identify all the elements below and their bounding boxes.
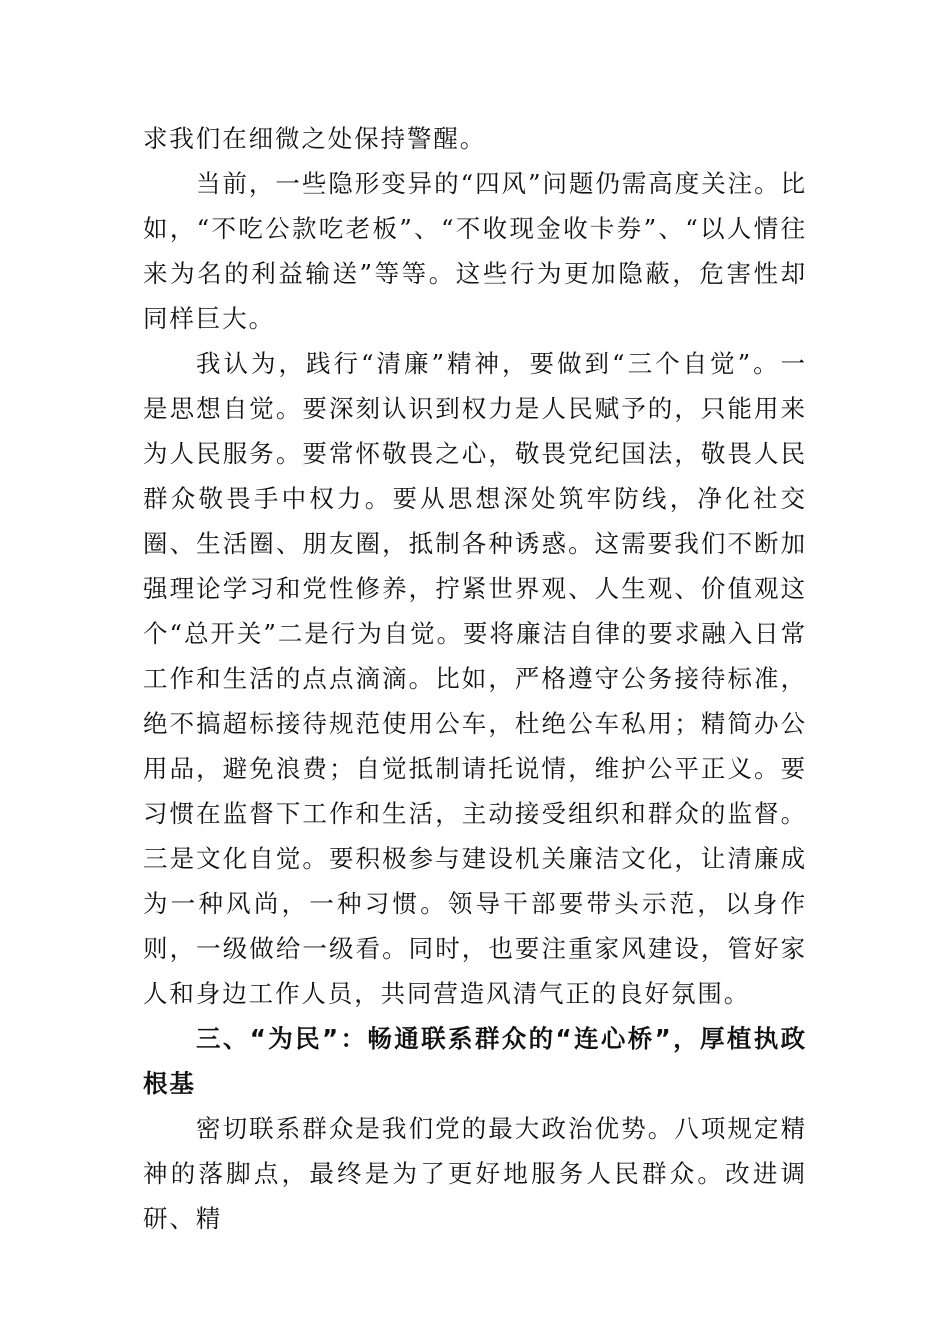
section-heading-serve-people: 三、“为民”：畅通联系群众的“连心桥”，厚植执政根基 <box>143 1024 807 1098</box>
document-page <box>143 116 807 1241</box>
paragraph-continuation: 求我们在细微之处保持警醒。 <box>143 124 487 153</box>
paragraph-three-consciousness: 我认为，践行“清廉”精神，要做到“三个自觉”。一是思想自觉。要深刻认识到权力是人民赋予的，只能用来为人民服务。要常怀敬畏之心，敬畏党纪国法，敬畏人民群众敬畏手中权力。要从思想深处筑牢防线，净化社交圈、生活圈、朋友圈，抵制各种诱惑。这需要我们不断加强理论学习和党性修养，拧紧世界观、人生观、价值观这个“总开关”二是行为自觉。要将廉洁自律的要求融入日常工作和生活的点点滴滴。比如，严格遵守公务接待标准，绝不搞超标接待规范使用公车，杜绝公车私用；精简办公用品，避免浪费；自觉抵制请托说情，维护公平正义。要习惯在监督下工作和生活，主动接受组织和群众的监督。三是文化自觉。要积极参与建设机关廉洁文化，让清廉成为一种风尚，一种习惯。领导干部要带头示范，以身作则，一级做给一级看。同时，也要注重家风建设，管好家人和身边工作人员，共同营造风清气正的良好氛围。 <box>143 349 807 1008</box>
paragraph-contact-masses: 密切联系群众是我们党的最大政治优势。八项规定精神的落脚点，最终是为了更好地服务人民群众。改进调研、精 <box>143 1114 807 1233</box>
paragraph-four-winds: 当前，一些隐形变异的“四风”问题仍需高度关注。比如，“不吃公款吃老板”、“不收现金收卡券”、“以人情往来为名的利益输送”等等。这些行为更加隐蔽，危害性却同样巨大。 <box>143 169 807 333</box>
